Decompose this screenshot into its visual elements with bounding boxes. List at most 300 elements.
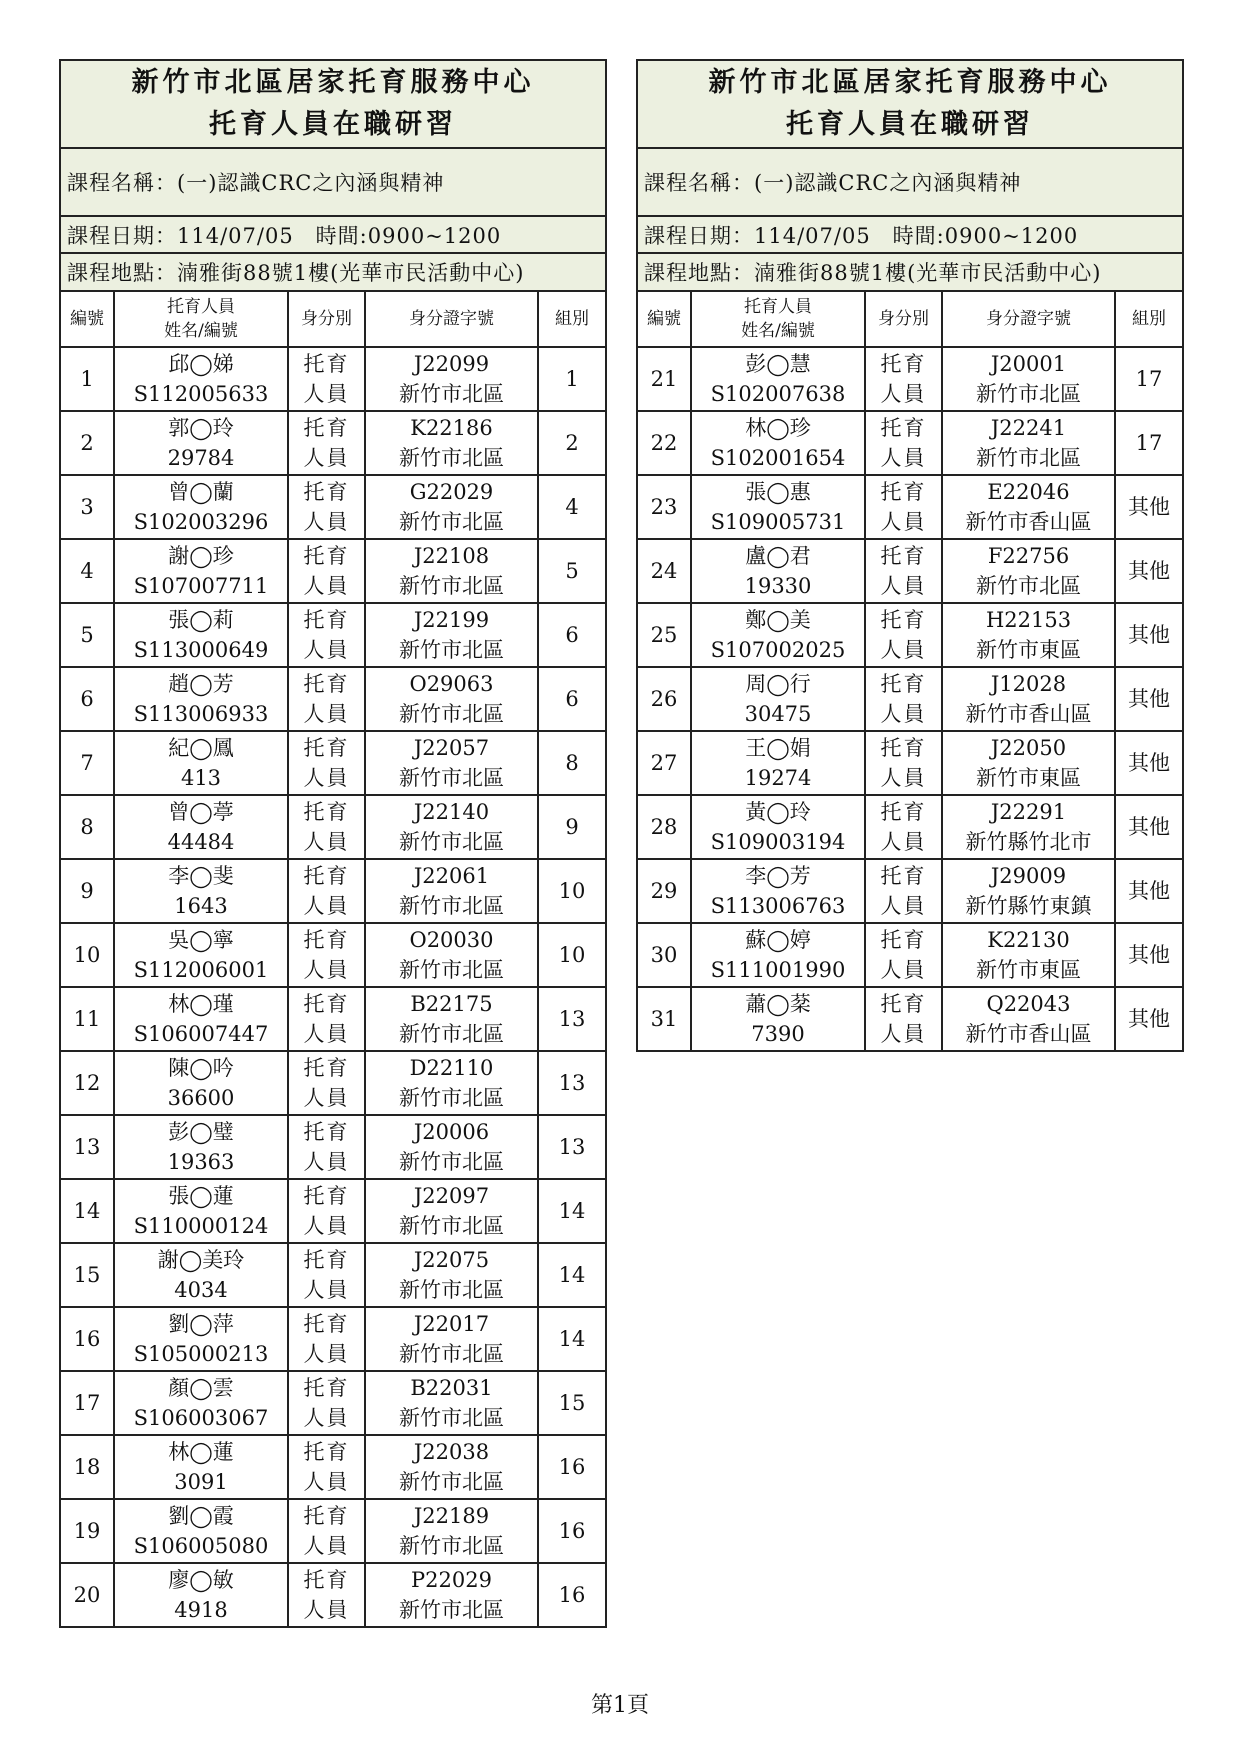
identity-cell: [865, 603, 942, 667]
person-cell: [114, 603, 288, 667]
identity-cell: [865, 795, 942, 859]
group-cell: 2: [538, 411, 606, 475]
id-district: 新竹市北區: [399, 1470, 504, 1494]
table-row: [60, 411, 606, 475]
row-number: 30: [637, 923, 691, 987]
table-row: [60, 539, 606, 603]
person-code: 413: [180, 766, 222, 790]
identity-line1: 托育: [880, 352, 927, 376]
id-number-cell: [365, 347, 538, 411]
identity-line1: 托育: [303, 1440, 350, 1464]
row-number: 24: [637, 539, 691, 603]
person-name: 劉◯萍: [168, 1312, 234, 1336]
table-row: [60, 1051, 606, 1115]
person-name: 吳◯寧: [168, 928, 234, 952]
id-number: F22756: [987, 544, 1070, 568]
id-number-cell: [942, 923, 1115, 987]
id-district: 新竹市北區: [399, 510, 504, 534]
row-number: 29: [637, 859, 691, 923]
person-cell: [691, 987, 865, 1051]
identity-cell: [865, 987, 942, 1051]
table-row: [60, 475, 606, 539]
identity-cell: [865, 667, 942, 731]
id-number: J12028: [990, 672, 1067, 696]
header-person-line1: 托育人員: [167, 297, 235, 317]
identity-cell: [288, 603, 365, 667]
identity-cell: [288, 667, 365, 731]
header-identity: 身分別: [865, 291, 942, 347]
id-number-cell: [365, 731, 538, 795]
person-name: 彭◯慧: [745, 352, 811, 376]
group-cell: 4: [538, 475, 606, 539]
id-district: 新竹市北區: [399, 766, 504, 790]
identity-line1: 托育: [303, 608, 350, 632]
person-cell: [114, 1563, 288, 1627]
group-cell: 16: [538, 1435, 606, 1499]
row-number: 17: [60, 1371, 114, 1435]
roster-panel-left: [59, 59, 605, 1628]
id-number: K22130: [987, 928, 1070, 952]
header-person-line1: 托育人員: [744, 297, 812, 317]
row-number: 15: [60, 1243, 114, 1307]
id-district: 新竹市北區: [399, 702, 504, 726]
person-code: S106007447: [133, 1022, 269, 1046]
person-cell: [114, 1307, 288, 1371]
header-identity: 身分別: [288, 291, 365, 347]
person-name: 曾◯蘭: [168, 480, 234, 504]
table-row: [60, 795, 606, 859]
identity-cell: [288, 347, 365, 411]
identity-line1: 托育: [303, 352, 350, 376]
title-line2: 托育人員在職研習: [209, 109, 457, 140]
table-row: [637, 923, 1183, 987]
id-number: G22029: [409, 480, 494, 504]
person-name: 鄭◯美: [745, 608, 811, 632]
id-number-cell: [365, 667, 538, 731]
group-cell: 14: [538, 1307, 606, 1371]
id-number-cell: [365, 1243, 538, 1307]
identity-line1: 托育: [880, 480, 927, 504]
table-row: [60, 1435, 606, 1499]
person-name: 顏◯雲: [168, 1376, 234, 1400]
title-line2: 托育人員在職研習: [786, 109, 1034, 140]
person-name: 彭◯璧: [168, 1120, 234, 1144]
id-number-cell: [365, 411, 538, 475]
identity-line2: 人員: [303, 446, 350, 470]
group-cell: 13: [538, 1051, 606, 1115]
row-number: 5: [60, 603, 114, 667]
person-name: 林◯瑾: [168, 992, 234, 1016]
person-cell: [114, 923, 288, 987]
person-name: 盧◯君: [745, 544, 811, 568]
identity-line2: 人員: [303, 510, 350, 534]
identity-line1: 托育: [303, 1120, 350, 1144]
identity-cell: [288, 1115, 365, 1179]
identity-cell: [865, 475, 942, 539]
id-district: 新竹市北區: [399, 446, 504, 470]
table-row: [60, 987, 606, 1051]
identity-line2: 人員: [303, 1470, 350, 1494]
identity-line1: 托育: [303, 1248, 350, 1272]
id-district: 新竹市北區: [399, 1214, 504, 1238]
table-row: [60, 1115, 606, 1179]
person-name: 廖◯敏: [168, 1568, 234, 1592]
table-row: [637, 347, 1183, 411]
person-code: 30475: [744, 702, 812, 726]
table-row: [60, 859, 606, 923]
id-district: 新竹市北區: [976, 382, 1081, 406]
id-district: 新竹市北區: [976, 574, 1081, 598]
identity-line2: 人員: [880, 894, 927, 918]
row-number: 21: [637, 347, 691, 411]
person-cell: [114, 859, 288, 923]
person-code: S105000213: [133, 1342, 269, 1366]
identity-line1: 托育: [303, 1376, 350, 1400]
table-row: [637, 859, 1183, 923]
id-number: J22140: [413, 800, 490, 824]
id-number: B22175: [410, 992, 493, 1016]
person-name: 李◯芳: [745, 864, 811, 888]
id-district: 新竹市北區: [399, 1534, 504, 1558]
identity-cell: [865, 859, 942, 923]
identity-line2: 人員: [303, 1214, 350, 1238]
identity-cell: [288, 1435, 365, 1499]
column-header-row: [637, 291, 1183, 347]
table-row: [60, 1179, 606, 1243]
person-code: 4034: [174, 1278, 228, 1302]
row-number: 18: [60, 1435, 114, 1499]
table-row: [637, 987, 1183, 1051]
row-number: 4: [60, 539, 114, 603]
group-cell: 13: [538, 1115, 606, 1179]
person-code: 7390: [751, 1022, 805, 1046]
person-code: S109003194: [710, 830, 846, 854]
person-name: 張◯蓮: [168, 1184, 234, 1208]
identity-line1: 托育: [303, 1184, 350, 1208]
table-row: [637, 475, 1183, 539]
table-row: [637, 667, 1183, 731]
person-cell: [114, 347, 288, 411]
identity-cell: [865, 347, 942, 411]
table-row: [60, 1243, 606, 1307]
person-cell: [114, 1051, 288, 1115]
row-number: 12: [60, 1051, 114, 1115]
title-line1: 新竹市北區居家托育服務中心: [708, 67, 1112, 98]
identity-line1: 托育: [880, 864, 927, 888]
identity-cell: [288, 1371, 365, 1435]
id-number-cell: [365, 1307, 538, 1371]
table-row: [637, 603, 1183, 667]
course-date: 課程日期：114/07/05 時間:0900~1200: [637, 216, 1183, 253]
group-cell: 其他: [1115, 987, 1183, 1051]
person-code: S113006763: [710, 894, 846, 918]
id-number: J22061: [413, 864, 490, 888]
id-number-cell: [365, 475, 538, 539]
person-code: 1643: [174, 894, 228, 918]
person-name: 郭◯玲: [168, 416, 234, 440]
id-number: J22057: [413, 736, 490, 760]
column-header-row: [60, 291, 606, 347]
person-cell: [114, 987, 288, 1051]
identity-cell: [288, 1243, 365, 1307]
group-cell: 16: [538, 1563, 606, 1627]
id-number-cell: [942, 859, 1115, 923]
identity-line2: 人員: [880, 958, 927, 982]
person-code: 19274: [744, 766, 812, 790]
roster-panel-right: [636, 59, 1182, 1052]
identity-cell: [288, 1051, 365, 1115]
id-number-cell: [365, 603, 538, 667]
identity-line1: 托育: [303, 1568, 350, 1592]
id-district: 新竹市東區: [976, 638, 1081, 662]
identity-cell: [865, 923, 942, 987]
identity-cell: [288, 1499, 365, 1563]
person-cell: [691, 475, 865, 539]
identity-cell: [288, 1179, 365, 1243]
identity-line1: 托育: [303, 864, 350, 888]
person-code: 29784: [167, 446, 235, 470]
row-number: 27: [637, 731, 691, 795]
identity-line2: 人員: [303, 1022, 350, 1046]
person-code: 36600: [167, 1086, 235, 1110]
person-cell: [114, 1499, 288, 1563]
person-code: S102003296: [133, 510, 269, 534]
identity-cell: [288, 923, 365, 987]
person-cell: [114, 1435, 288, 1499]
id-number: J22099: [413, 352, 490, 376]
id-district: 新竹市香山區: [965, 1022, 1092, 1046]
row-number: 31: [637, 987, 691, 1051]
identity-line2: 人員: [303, 1534, 350, 1558]
identity-line1: 托育: [303, 992, 350, 1016]
id-number-cell: [365, 923, 538, 987]
person-name: 張◯莉: [168, 608, 234, 632]
person-code: S110000124: [133, 1214, 269, 1238]
group-cell: 其他: [1115, 923, 1183, 987]
person-cell: [114, 1243, 288, 1307]
person-code: S111001990: [710, 958, 846, 982]
person-code: 4918: [174, 1598, 228, 1622]
group-cell: 14: [538, 1243, 606, 1307]
id-number-cell: [365, 1051, 538, 1115]
person-cell: [114, 731, 288, 795]
id-number: B22031: [410, 1376, 493, 1400]
id-district: 新竹市北區: [399, 894, 504, 918]
id-number-cell: [365, 1435, 538, 1499]
person-cell: [691, 603, 865, 667]
table-row: [637, 731, 1183, 795]
row-number: 19: [60, 1499, 114, 1563]
identity-line1: 托育: [303, 416, 350, 440]
id-district: 新竹市北區: [399, 1342, 504, 1366]
group-cell: 其他: [1115, 475, 1183, 539]
id-number: H22153: [985, 608, 1072, 632]
identity-cell: [865, 731, 942, 795]
course-date: 課程日期：114/07/05 時間:0900~1200: [60, 216, 606, 253]
id-district: 新竹市北區: [399, 574, 504, 598]
header-no: 編號: [60, 291, 114, 347]
group-cell: 8: [538, 731, 606, 795]
identity-line2: 人員: [303, 574, 350, 598]
identity-line1: 托育: [880, 736, 927, 760]
group-cell: 17: [1115, 411, 1183, 475]
group-cell: 其他: [1115, 667, 1183, 731]
person-name: 陳◯吟: [168, 1056, 234, 1080]
person-cell: [691, 795, 865, 859]
row-number: 23: [637, 475, 691, 539]
roster-table-right: [636, 59, 1184, 1052]
row-number: 6: [60, 667, 114, 731]
person-cell: [691, 411, 865, 475]
identity-cell: [865, 539, 942, 603]
row-number: 25: [637, 603, 691, 667]
person-name: 蕭◯棻: [745, 992, 811, 1016]
id-number-cell: [365, 1115, 538, 1179]
id-district: 新竹市北區: [399, 1086, 504, 1110]
table-row: [637, 411, 1183, 475]
identity-cell: [288, 795, 365, 859]
person-name: 劉◯霞: [168, 1504, 234, 1528]
group-cell: 其他: [1115, 603, 1183, 667]
person-cell: [691, 667, 865, 731]
group-cell: 16: [538, 1499, 606, 1563]
id-number-cell: [365, 1371, 538, 1435]
id-number-cell: [942, 667, 1115, 731]
table-row: [60, 1563, 606, 1627]
person-code: 44484: [167, 830, 235, 854]
id-district: 新竹市北區: [399, 958, 504, 982]
group-cell: 10: [538, 859, 606, 923]
id-number: Q22043: [986, 992, 1071, 1016]
header-person-line2: 姓名/編號: [741, 321, 815, 341]
id-district: 新竹市北區: [399, 830, 504, 854]
identity-line2: 人員: [303, 958, 350, 982]
identity-cell: [288, 411, 365, 475]
table-row: [60, 603, 606, 667]
id-number-cell: [942, 539, 1115, 603]
id-number-cell: [942, 731, 1115, 795]
row-number: 14: [60, 1179, 114, 1243]
person-code: 19363: [167, 1150, 235, 1174]
roster-body-right: [637, 347, 1183, 1051]
header-id-number: 身分證字號: [365, 291, 538, 347]
row-number: 2: [60, 411, 114, 475]
course-name: 課程名稱：(一)認識CRC之內涵與精神: [60, 148, 606, 216]
identity-line1: 托育: [303, 1056, 350, 1080]
id-district: 新竹市北區: [399, 1022, 504, 1046]
row-number: 13: [60, 1115, 114, 1179]
person-name: 林◯珍: [745, 416, 811, 440]
identity-line1: 托育: [303, 736, 350, 760]
id-district: 新竹市北區: [399, 382, 504, 406]
id-number: J22199: [413, 608, 490, 632]
id-number: O29063: [409, 672, 494, 696]
header-person: [691, 291, 865, 347]
group-cell: 其他: [1115, 859, 1183, 923]
person-name: 趙◯芳: [168, 672, 234, 696]
id-number: E22046: [987, 480, 1070, 504]
person-code: S112006001: [133, 958, 269, 982]
identity-line1: 托育: [880, 672, 927, 696]
identity-line1: 托育: [880, 416, 927, 440]
row-number: 8: [60, 795, 114, 859]
identity-line2: 人員: [303, 382, 350, 406]
person-cell: [114, 1179, 288, 1243]
identity-line2: 人員: [880, 574, 927, 598]
person-name: 王◯娟: [745, 736, 811, 760]
identity-line1: 托育: [303, 480, 350, 504]
person-name: 謝◯美玲: [157, 1248, 245, 1272]
person-cell: [114, 1115, 288, 1179]
identity-line1: 托育: [303, 1504, 350, 1528]
identity-line2: 人員: [303, 1278, 350, 1302]
group-cell: 14: [538, 1179, 606, 1243]
person-name: 黃◯玲: [745, 800, 811, 824]
person-cell: [114, 475, 288, 539]
person-cell: [114, 411, 288, 475]
identity-cell: [288, 859, 365, 923]
group-cell: 17: [1115, 347, 1183, 411]
table-row: [60, 731, 606, 795]
row-number: 9: [60, 859, 114, 923]
person-cell: [691, 347, 865, 411]
header-group: 組別: [1115, 291, 1183, 347]
group-cell: 6: [538, 603, 606, 667]
identity-line2: 人員: [303, 894, 350, 918]
header-id-number: 身分證字號: [942, 291, 1115, 347]
id-number: J22097: [413, 1184, 490, 1208]
person-code: S107007711: [133, 574, 269, 598]
id-number-cell: [942, 987, 1115, 1051]
title-line1: 新竹市北區居家托育服務中心: [131, 67, 535, 98]
id-number-cell: [942, 475, 1115, 539]
identity-line1: 托育: [880, 544, 927, 568]
title-block: [637, 60, 1183, 148]
identity-line2: 人員: [880, 1022, 927, 1046]
person-name: 紀◯鳳: [168, 736, 234, 760]
table-row: [637, 795, 1183, 859]
id-district: 新竹市香山區: [965, 702, 1092, 726]
identity-line2: 人員: [303, 1406, 350, 1430]
person-code: 19330: [744, 574, 812, 598]
group-cell: 6: [538, 667, 606, 731]
id-number: J22291: [990, 800, 1067, 824]
group-cell: 9: [538, 795, 606, 859]
row-number: 28: [637, 795, 691, 859]
course-name: 課程名稱：(一)認識CRC之內涵與精神: [637, 148, 1183, 216]
id-number: O20030: [409, 928, 494, 952]
group-cell: 13: [538, 987, 606, 1051]
id-district: 新竹市東區: [976, 766, 1081, 790]
id-number: J22241: [990, 416, 1067, 440]
identity-cell: [865, 411, 942, 475]
person-name: 林◯蓮: [168, 1440, 234, 1464]
identity-line2: 人員: [880, 766, 927, 790]
id-district: 新竹市北區: [399, 1150, 504, 1174]
person-cell: [114, 795, 288, 859]
id-number: J20006: [413, 1120, 490, 1144]
identity-line2: 人員: [880, 446, 927, 470]
page-number: 第1頁: [591, 1693, 649, 1718]
identity-line1: 托育: [880, 608, 927, 632]
header-no: 編號: [637, 291, 691, 347]
id-number-cell: [942, 411, 1115, 475]
table-row: [60, 1499, 606, 1563]
header-person-line2: 姓名/編號: [164, 321, 238, 341]
identity-line2: 人員: [880, 510, 927, 534]
id-district: 新竹市香山區: [965, 510, 1092, 534]
person-code: 3091: [174, 1470, 228, 1494]
